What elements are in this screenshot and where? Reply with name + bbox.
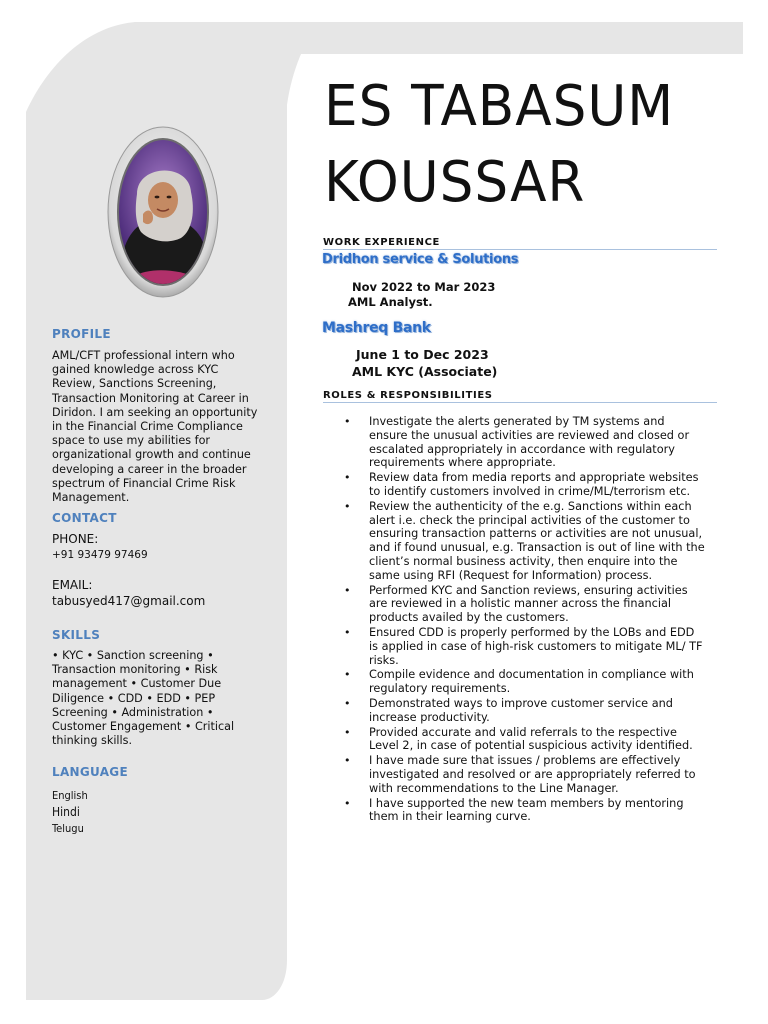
bullet-icon: • — [344, 754, 351, 768]
phone-number: +91 93479 97469 — [52, 549, 148, 561]
email-label: EMAIL: — [52, 578, 93, 592]
list-item — [343, 626, 705, 667]
list-item — [343, 415, 705, 470]
role-text: Demonstrated ways to improve customer service and increase productivity. — [369, 696, 673, 724]
role-text: Ensured CDD is properly performed by the LOBs and EDD is applied in case of high-risk customers to mitigate ML/ TF risks. — [369, 625, 703, 667]
bullet-icon: • — [344, 696, 351, 710]
role-text: Review the authenticity of the e.g. Sanctions within each alert i.e. check the principal activities of the customer to ensuring transaction patterns or activities are not unusual, and if found unusual, e.g. Transaction is out of line with the client’s normal business activity, then enquire into the same using RFI (Request for Information) process. — [369, 499, 705, 582]
skills-list: • KYC • Sanction screening • Transaction monitoring • Risk management • Customer Due Diligence • CDD • EDD • PEP Screening • Administration • Customer Engagement • Critical thinking skills. — [52, 649, 235, 748]
bullet-icon: • — [344, 725, 351, 739]
bullet-icon: • — [344, 583, 351, 597]
list-item — [343, 697, 705, 725]
bullet-icon: • — [344, 625, 351, 639]
language-item: English — [52, 789, 88, 802]
work-experience-heading: WORK EXPERIENCE — [323, 237, 717, 250]
list-item — [343, 726, 705, 754]
role-text: Provided accurate and valid referrals to the respective Level 2, in case of potential suspicious activity identified. — [369, 725, 693, 753]
company-name: Mashreq Bank — [322, 320, 431, 336]
name-line-1: ES TABASUM — [324, 74, 675, 139]
role-text: Review data from media reports and appropriate websites to identify customers involved in crime/ML/terrorism etc. — [369, 471, 699, 498]
list-item — [343, 754, 705, 795]
bullet-icon: • — [344, 499, 351, 513]
role-text: Investigate the alerts generated by TM systems and ensure the unusual activities are reviewed and closed or escalated appropriately in accordance with regulatory requirements where appropriate. — [369, 415, 690, 470]
contact-heading: CONTACT — [52, 511, 117, 525]
profile-photo — [107, 126, 219, 298]
list-item — [343, 471, 705, 499]
language-heading: LANGUAGE — [52, 765, 128, 779]
company-name: Dridhon service & Solutions — [322, 252, 519, 267]
role-text: I have supported the new team members by mentoring them in their learning curve. — [369, 796, 684, 824]
email-address[interactable]: tabusyed417@gmail.com — [52, 594, 206, 608]
bullet-icon: • — [344, 471, 351, 485]
language-item: Telugu — [52, 822, 84, 835]
phone-label: PHONE: — [52, 532, 99, 546]
role-text: Compile evidence and documentation in compliance with regulatory requirements. — [369, 668, 694, 696]
role-text: I have made sure that issues / problems are effectively investigated and resolved or are appropriately referred to with recommendations to the Line Manager. — [369, 754, 696, 795]
roles-list — [343, 415, 705, 825]
job-title: AML KYC (Associate) — [352, 364, 498, 379]
profile-heading: PROFILE — [52, 327, 111, 341]
list-item — [343, 668, 705, 696]
skills-heading: SKILLS — [52, 628, 101, 642]
list-item — [343, 500, 705, 583]
name-line-2: KOUSSAR — [324, 150, 586, 215]
language-item: Hindi — [52, 805, 80, 819]
job-title: AML Analyst. — [348, 295, 433, 309]
profile-summary: AML/CFT professional intern who gained knowledge across KYC Review, Sanctions Screening, Transaction Monitoring at Career in Diridon. I am seeking an opportunity in the Financial Crime Compliance space to use my abilities for organizational growth and continue developing a career in the broader spectrum of Financial Crime Risk Management. — [52, 349, 258, 505]
roles-heading: ROLES & RESPONSIBILITIES — [323, 390, 717, 403]
list-item — [343, 797, 705, 825]
job-dates: June 1 to Dec 2023 — [356, 347, 489, 362]
job-dates: Nov 2022 to Mar 2023 — [352, 280, 496, 294]
bullet-icon: • — [344, 796, 351, 810]
bullet-icon: • — [344, 415, 351, 428]
role-text: Performed KYC and Sanction reviews, ensuring activities are reviewed in a holistic manner across the financial products availed by the customers. — [369, 583, 688, 625]
bullet-icon: • — [344, 668, 351, 682]
list-item — [343, 584, 705, 625]
